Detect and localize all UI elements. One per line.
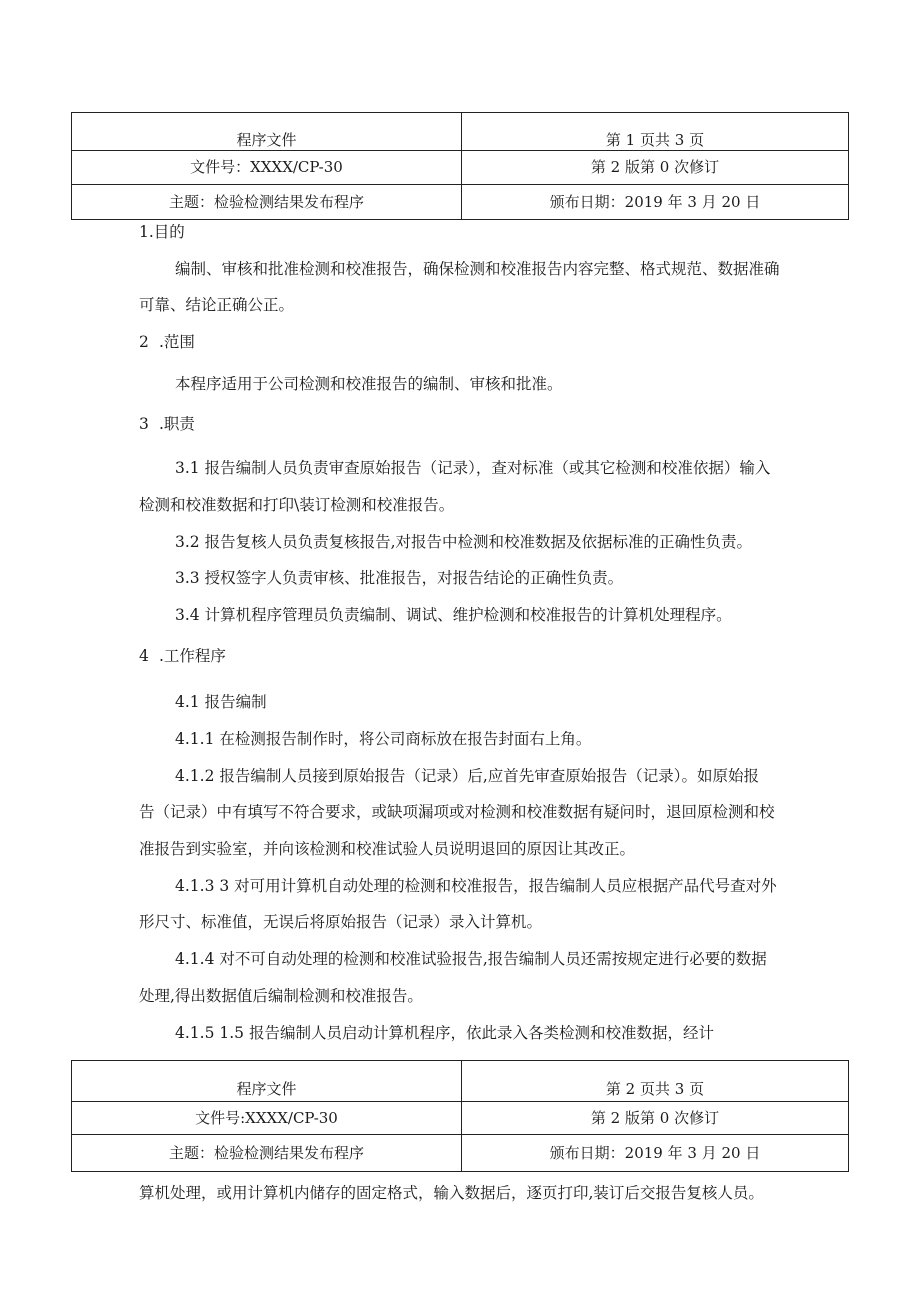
- section-2-heading: [139, 332, 195, 352]
- section-2-title: .范围: [159, 333, 195, 351]
- section-4-heading: [139, 646, 226, 666]
- page-number-cell: 第 1 页共 3 页: [462, 113, 849, 151]
- section-3-title: .职责: [159, 415, 195, 433]
- section-1-title: 1.目的: [139, 223, 185, 241]
- section-3-heading: [139, 414, 195, 434]
- page-2-continuation: 算机处理，或用计算机内储存的固定格式，输入数据后，逐页打印,装订后交报告复核人员。: [139, 1184, 764, 1202]
- doc-type-cell: 程序文件: [72, 113, 462, 151]
- item-4-1-3-line2: 形尺寸、标准值，无误后将原始报告（记录）录入计算机。: [139, 913, 543, 931]
- doc-number-cell: 文件号:XXXX/CP-30: [72, 1102, 462, 1135]
- section-4-title: .工作程序: [159, 647, 226, 665]
- item-4-1-2-line2: 告（记录）中有填写不符合要求，或缺项漏项或对检测和校准数据有疑问时，退回原检测和校: [139, 803, 775, 821]
- item-4-1-4-line2: 处理,得出数据值后编制检测和校准报告。: [139, 987, 423, 1005]
- item-4-1-2-line1: 4.1.2 报告编制人员接到原始报告（记录）后,应首先审查原始报告（记录）。如原始报: [175, 767, 760, 785]
- version-cell: 第 2 版第 0 次修订: [462, 1102, 849, 1135]
- item-4-1: 4.1 报告编制: [175, 693, 267, 711]
- section-1-paragraph-line2: 可靠、结论正确公正。: [139, 296, 295, 314]
- issue-date-cell: 颁布日期：2019 年 3 月 20 日: [462, 185, 849, 220]
- item-3-4: 3.4 计算机程序管理员负责编制、调试、维护检测和校准报告的计算机处理程序。: [175, 606, 732, 624]
- item-4-1-3-line1: 4.1.3 3 对可用计算机自动处理的检测和校准报告，报告编制人员应根据产品代号查对外: [175, 877, 777, 895]
- subject-cell: 主题：检验检测结果发布程序: [72, 185, 462, 220]
- section-4-number: 4: [139, 647, 149, 665]
- item-4-1-2-line3: 准报告到实验室，并向该检测和校准试验人员说明退回的原因让其改正。: [139, 840, 636, 858]
- item-3-1-line2: 检测和校准数据和打印\装订检测和校准报告。: [139, 496, 455, 514]
- item-4-1-4-line1: 4.1.4 对不可自动处理的检测和校准试验报告,报告编制人员还需按规定进行必要的数据: [175, 950, 767, 968]
- doc-type-cell: 程序文件: [72, 1061, 462, 1102]
- item-3-1-line1: 3.1 报告编制人员负责审查原始报告（记录），查对标准（或其它检测和校准依据）输入: [175, 459, 771, 477]
- header-table-page2: [71, 1060, 849, 1172]
- item-3-3: 3.3 授权签字人负责审核、批准报告，对报告结论的正确性负责。: [175, 569, 624, 587]
- subject-cell: 主题：检验检测结果发布程序: [72, 1135, 462, 1172]
- section-3-number: 3: [139, 415, 149, 433]
- item-3-2: 3.2 报告复核人员负责复核报告,对报告中检测和校准数据及依据标准的正确性负责。: [175, 533, 753, 551]
- item-4-1-5: 4.1.5 1.5 报告编制人员启动计算机程序，依此录入各类检测和校准数据，经计: [175, 1024, 714, 1042]
- header-table-page1: [71, 112, 849, 220]
- page-number-cell: 第 2 页共 3 页: [462, 1061, 849, 1102]
- doc-number-cell: 文件号：XXXX/CP-30: [72, 151, 462, 185]
- section-2-number: 2: [139, 333, 149, 351]
- section-1-paragraph-line1: 编制、审核和批准检测和校准报告，确保检测和校准报告内容完整、格式规范、数据准确: [175, 260, 780, 278]
- item-4-1-1: 4.1.1 在检测报告制作时，将公司商标放在报告封面右上角。: [175, 730, 592, 748]
- section-2-paragraph: 本程序适用于公司检测和校准报告的编制、审核和批准。: [175, 375, 563, 393]
- version-cell: 第 2 版第 0 次修订: [462, 151, 849, 185]
- issue-date-cell: 颁布日期：2019 年 3 月 20 日: [462, 1135, 849, 1172]
